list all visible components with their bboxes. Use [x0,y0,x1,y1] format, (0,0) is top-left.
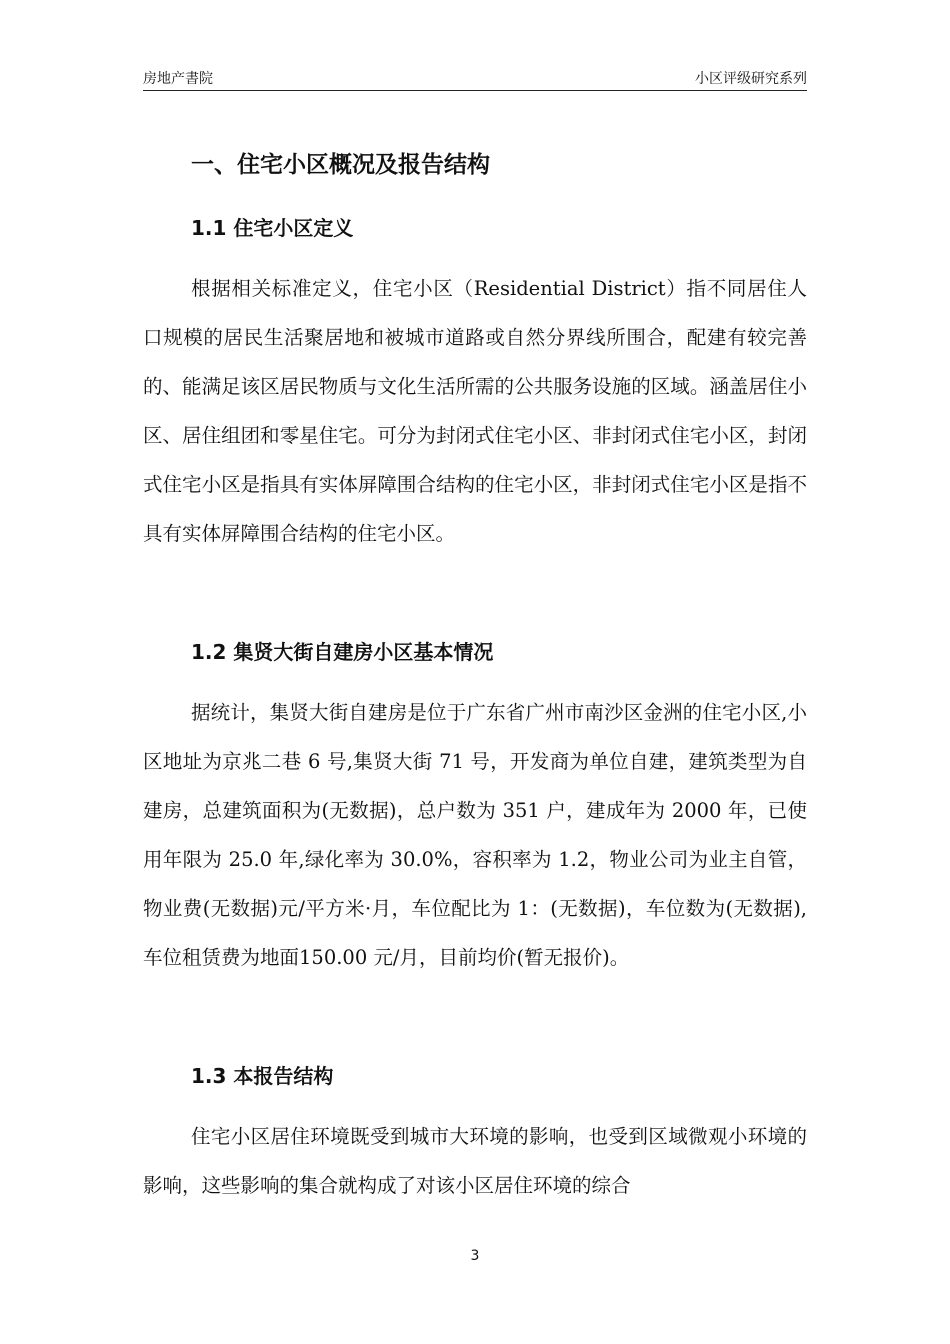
header-publisher: 房地产書院 [143,71,213,87]
page-number: 3 [470,1248,480,1264]
section-1-1-paragraph: 根据相关标准定义，住宅小区（Residential District）指不同居住人口规模的居民生活聚居地和被城市道路或自然分界线所围合，配建有较完善的、能满足该区居民物质与文化生活所需的公共服务设施的区域。涵盖居住小区、居住组团和零星住宅。可分为封闭式住宅小区、非封闭式住宅小区，封闭式住宅小区是指具有实体屏障围合结构的住宅小区，非封闭式住宅小区是指不具有实体屏障围合结构的住宅小区。 [143,277,807,545]
section-1-3-title: 1.3 本报告结构 [191,1064,334,1088]
section-1-2-paragraph: 据统计，集贤大街自建房是位于广东省广州市南沙区金洲的住宅小区,小区地址为京兆二巷 6 号,集贤大街 71 号，开发商为单位自建，建筑类型为自建房，总建筑面积为(无数据)，总户数为 351 户，建成年为 2000 年，已使用年限为 25.0 年,绿化率为 30.0%，容积率为 1.2，物业公司为业主自管，物业费(无数据)元/平方米·月，车位配比为 1：(无数据)，车位数为(无数据),车位租赁费为地面150.00 元/月，目前均价(暂无报价)。 [143,701,807,969]
header-series-title: 小区评级研究系列 [695,71,807,87]
chapter-title: 一、住宅小区概况及报告结构 [191,152,490,178]
section-1-2-title: 1.2 集贤大街自建房小区基本情况 [191,640,494,664]
section-1-1-title: 1.1 住宅小区定义 [191,216,354,240]
section-1-3-paragraph: 住宅小区居住环境既受到城市大环境的影响，也受到区域微观小环境的影响，这些影响的集合就构成了对该小区居住环境的综合 [143,1125,807,1197]
page-header [143,66,807,91]
